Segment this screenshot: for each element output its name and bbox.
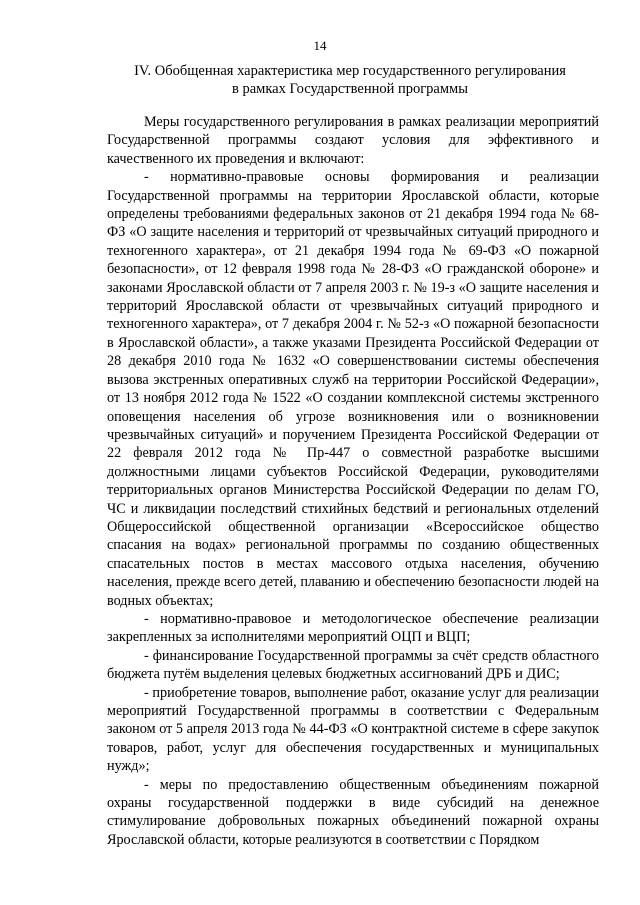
- paragraph-methodology: - нормативно-правовое и методологическое обеспечение реализации закрепленных за исполнителями мероприятий ОЦП и ВЦП;: [107, 610, 599, 646]
- section-heading-line-1: IV. Обобщенная характеристика мер государственного регулирования: [134, 63, 566, 79]
- paragraph-procurement: - приобретение товаров, выполнение работ, оказание услуг для реализации мероприятий Государственной программы в соответствии с Федеральным законом от 5 апреля 2013 года № 44-ФЗ «О контрактной системе в сфере закупок товаров, работ, услуг для обеспечения государственных и муниципальных нужд»;: [107, 684, 599, 775]
- paragraph-subsidies: - меры по предоставлению общественным объединениям пожарной охраны государственной поддержки в виде субсидий на денежное стимулирование добровольных пожарных объединений пожарной охраны Ярославской области, которые реализуются в соответствии с Порядком: [107, 776, 599, 848]
- page-number: 14: [313, 38, 327, 53]
- paragraph-financing: - финансирование Государственной программы за счёт средств областного бюджета путём выделения целевых бюджетных ассигнований ДРБ и ДИС;: [107, 647, 599, 683]
- body-text: [107, 113, 599, 849]
- section-heading-line-2: в рамках Государственной программы: [232, 81, 468, 97]
- paragraph-intro: Меры государственного регулирования в рамках реализации мероприятий Государственной программы создают условия для эффективного и качественного их проведения и включают:: [107, 114, 599, 167]
- section-heading: [110, 62, 590, 98]
- paragraph-legal-basis: - нормативно-правовые основы формирования и реализации Государственной программы на территории Ярославской области, которые определены требованиями федеральных законов от 21 декабря 1994 года № 68-ФЗ «О защите населения и территорий от чрезвычайных ситуаций природного и техногенного характера», от 21 декабря 1994 года № 69-ФЗ «О пожарной безопасности», от 12 февраля 1998 года № 28-ФЗ «О гражданской обороне» и законами Ярославской области от 7 апреля 2003 г. № 19-з «О защите населения и территорий Ярославской области от чрезвычайных ситуаций природного и техногенного характера», от 7 декабря 2004 г. № 52-з «О пожарной безопасности в Ярославской области», а также указами Президента Российской Федерации от 28 декабря 2010 года № 1632 «О совершенствовании системы обеспечения вызова экстренных оперативных служб на территории Российской Федерации», от 13 ноября 2012 года № 1522 «О создании комплексной системы экстренного оповещения населения об угрозе возникновения или о возникновении чрезвычайных ситуаций» и поручением Президента Российской Федерации от 22 февраля 2012 года № Пр-447 о совместной разработке высшими должностными лицами субъектов Российской Федерации, руководителями территориальных органов Министерства Российской Федерации по делам ГО, ЧС и ликвидации последствий стихийных бедствий и региональных отделений Общероссийской общественной организации «Всероссийское общество спасания на водах» региональной программы по созданию общественных спасательных постов в местах массового отдыха населения, обучению населения, прежде всего детей, плаванию и обеспечению безопасности людей на водных объектах;: [107, 169, 599, 609]
